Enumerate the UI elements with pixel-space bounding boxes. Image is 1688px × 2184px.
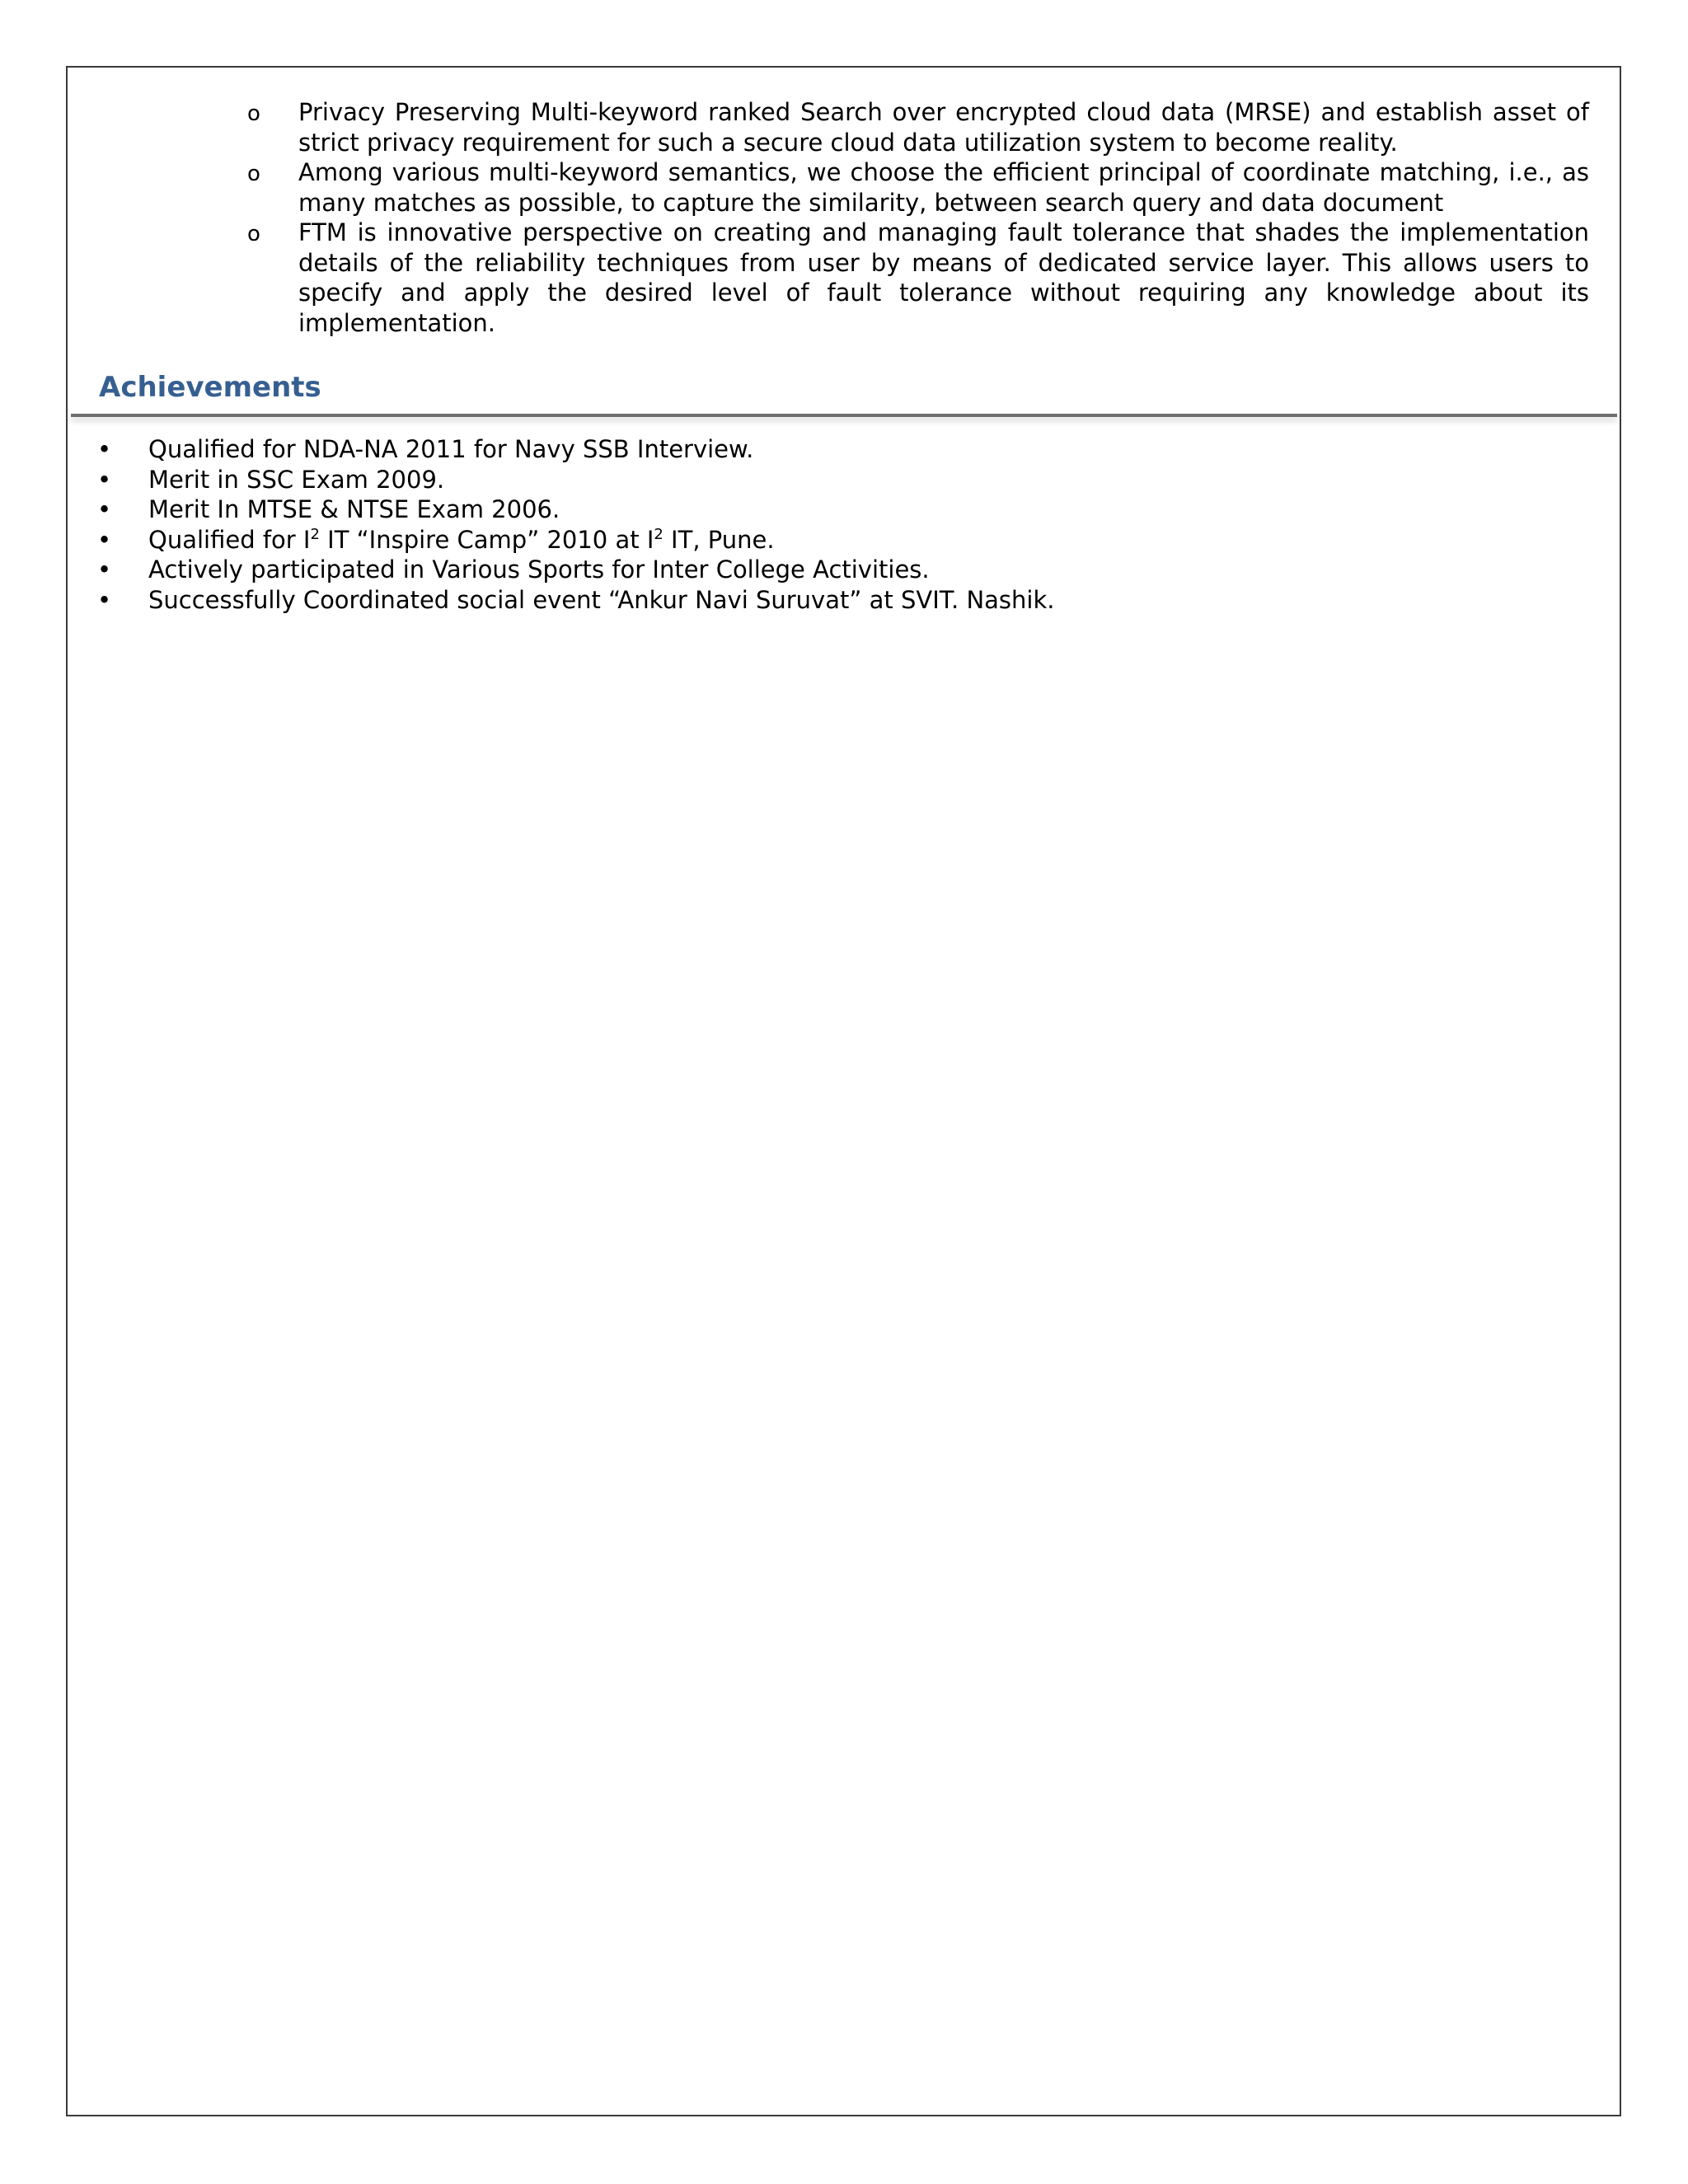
bullet-icon: • (97, 495, 112, 523)
list-item (97, 494, 1581, 525)
hollow-bullet-icon: o (247, 101, 260, 126)
list-item (97, 555, 1581, 585)
text-segment: IT, Pune. (663, 525, 775, 554)
list-item-text: Merit In MTSE & NTSE Exam 2006. (148, 495, 560, 523)
list-item-text: FTM is innovative perspective on creating and managing fault tolerance that shades the implementation details of the reliability techniques from user by means of dedicated service layer. This allows users to specify and apply the desired level of fault tolerance without requiring any knowledge about its implementation. (298, 218, 1589, 337)
list-item-text: Actively participated in Various Sports for Inter College Activities. (148, 555, 930, 583)
bullet-icon: • (97, 585, 112, 614)
bullet-icon: • (97, 555, 112, 583)
section-heading-achievements: Achievements (99, 371, 321, 404)
list-item-text: Merit in SSC Exam 2009. (148, 465, 445, 494)
list-item-text: Qualified for NDA-NA 2011 for Navy SSB Interview. (148, 435, 754, 463)
list-item (97, 585, 1581, 616)
list-item-text: Among various multi-keyword semantics, we choose the efficient principal of coordinate matching, i.e., as many matches as possible, to capture the similarity, between search query and data document (298, 158, 1589, 217)
bullet-icon: • (97, 525, 112, 554)
list-item (239, 157, 1589, 218)
list-item (97, 525, 1581, 555)
superscript: 2 (654, 525, 663, 543)
text-segment: IT “Inspire Camp” 2010 at I (319, 525, 654, 554)
achievements-list (97, 434, 1581, 615)
list-item-text: Successfully Coordinated social event “Ankur Navi Suruvat” at SVIT. Nashik. (148, 585, 1055, 614)
section-divider (71, 414, 1617, 417)
list-item-text: Privacy Preserving Multi-keyword ranked Search over encrypted cloud data (MRSE) and establish asset of strict privacy requirement for such a secure cloud data utilization system to become reality. (298, 98, 1589, 157)
bullet-icon: • (97, 435, 112, 463)
project-details-list (239, 97, 1589, 338)
list-item (239, 218, 1589, 338)
list-item-text (148, 526, 775, 554)
list-item (239, 97, 1589, 157)
hollow-bullet-icon: o (247, 222, 260, 246)
superscript: 2 (310, 525, 320, 543)
hollow-bullet-icon: o (247, 162, 260, 186)
text-segment: Qualified for I (148, 525, 311, 554)
list-item (97, 465, 1581, 495)
list-item (97, 434, 1581, 465)
bullet-icon: • (97, 465, 112, 494)
